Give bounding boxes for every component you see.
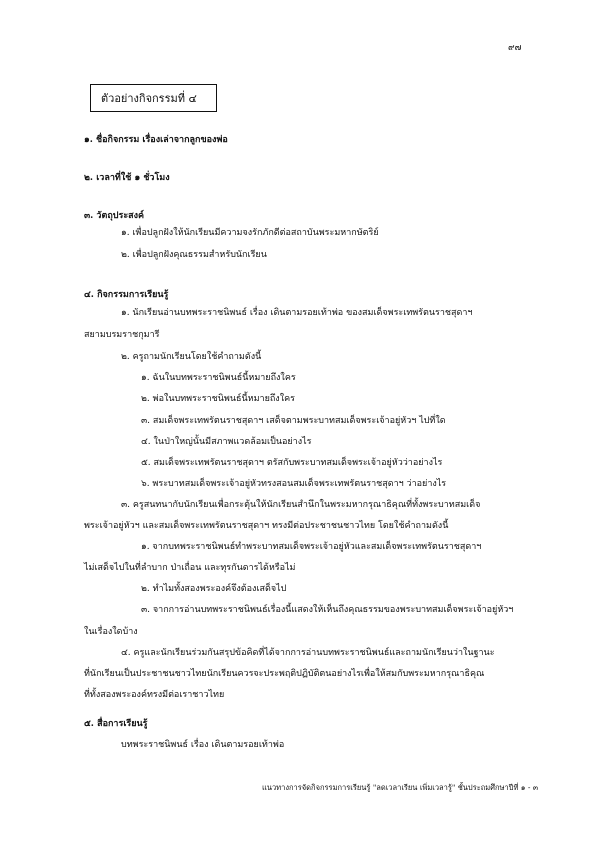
paragraph-4-cont: ที่นักเรียนเป็นประชาชนชาวไทยนักเรียนควรจะประพฤติปฏิบัติตนอย่างไรเพื่อให้สมกับพระมหากรุณาธิคุณ [84, 669, 485, 679]
page-footer: แนวทางการจัดกิจกรรมการเรียนรู้ "ลดเวลาเรียน เพิ่มเวลารู้" ชั้นประถมศึกษาปีที่ ๑ - ๓ [262, 783, 538, 792]
section-2-time: ๒. เวลาที่ใช้ ๑ ชั่วโมง [84, 173, 170, 183]
title-box [90, 84, 217, 112]
paragraph-3: ๓. ครูสนทนากับนักเรียนเพื่อกระตุ้นให้นักเรียนสำนึกในพระมหากรุณาธิคุณที่ทั้งพระบาทสมเด็จ [121, 500, 481, 510]
section-4-heading: ๔. กิจกรรมการเรียนรู้ [84, 290, 169, 300]
paragraph-3-cont: พระเจ้าอยู่หัวฯ และสมเด็จพระเทพรัตนราชสุดาฯ ทรงมีต่อประชาชนชาวไทย โดยใช้คำถามดังนี้ [84, 521, 449, 531]
objective-item: ๑. เพื่อปลูกฝังให้นักเรียนมีความจงรักภักดีต่อสถาบันพระมหากษัตริย์ [121, 228, 379, 238]
question-item: ๒. พ่อในบทพระราชนิพนธ์นี้หมายถึงใคร [141, 394, 295, 404]
question-item: ๔. ในป่าใหญ่นั้นมีสภาพแวดล้อมเป็นอย่างไร [141, 437, 312, 447]
paragraph-1: ๑. นักเรียนอ่านบทพระราชนิพนธ์ เรื่อง เดินตามรอยเท้าพ่อ ของสมเด็จพระเทพรัตนราชสุดาฯ [121, 308, 473, 318]
paragraph-4-cont: ที่ทั้งสองพระองค์ทรงมีต่อเราชาวไทย [84, 690, 225, 700]
discussion-item: ๒. ทำไมทั้งสองพระองค์จึงต้องเสด็จไป [141, 584, 287, 594]
section-3-heading: ๓. วัตถุประสงค์ [84, 211, 145, 221]
discussion-item-cont: ไม่เสด็จไปในที่ลำบาก ป่าเถื่อน และทุรกันดารได้หรือไม่ [84, 563, 296, 573]
question-item: ๕. สมเด็จพระเทพรัตนราชสุดาฯ ตรัสกับพระบาทสมเด็จพระเจ้าอยู่หัวว่าอย่างไร [141, 458, 443, 468]
discussion-item-cont: ในเรื่องใดบ้าง [84, 627, 138, 637]
question-item: ๓. สมเด็จพระเทพรัตนราชสุดาฯ เสด็จตามพระบาทสมเด็จพระเจ้าอยู่หัวฯ ไปที่ใด [141, 416, 446, 426]
objective-item: ๒. เพื่อปลูกฝังคุณธรรมสำหรับนักเรียน [121, 250, 267, 260]
question-item: ๑. ฉันในบทพระราชนิพนธ์นี้หมายถึงใคร [141, 373, 296, 383]
discussion-item: ๑. จากบทพระราชนิพนธ์ทำพระบาทสมเด็จพระเจ้าอยู่หัวและสมเด็จพระเทพรัตนราชสุดาฯ [141, 542, 482, 552]
section-1-activity-name: ๑. ชื่อกิจกรรม เรื่องเล่าจากลูกของพ่อ [84, 135, 228, 145]
question-item: ๖. พระบาทสมเด็จพระเจ้าอยู่หัวทรงสอนสมเด็จพระเทพรัตนราชสุดาฯ ว่าอย่างไร [141, 479, 447, 489]
title-text: ตัวอย่างกิจกรรมที่ ๔ [101, 92, 197, 105]
discussion-item: ๓. จากการอ่านบทพระราชนิพนธ์เรื่องนี้แสดงให้เห็นถึงคุณธรรมของพระบาทสมเด็จพระเจ้าอยู่หัวฯ [141, 605, 514, 615]
learning-media-item: บทพระราชนิพนธ์ เรื่อง เดินตามรอยเท้าพ่อ [121, 740, 285, 750]
section-5-heading: ๕. สื่อการเรียนรู้ [84, 719, 148, 729]
page-number: ๙๗ [508, 43, 522, 53]
paragraph-2: ๒. ครูถามนักเรียนโดยใช้คำถามดังนี้ [121, 352, 262, 362]
paragraph-4: ๔. ครูและนักเรียนร่วมกันสรุปข้อคิดที่ได้จากการอ่านบทพระราชนิพนธ์และถามนักเรียนว่าในฐานะ [121, 648, 495, 658]
paragraph-1-cont: สยามบรมราชกุมารี [84, 330, 160, 340]
